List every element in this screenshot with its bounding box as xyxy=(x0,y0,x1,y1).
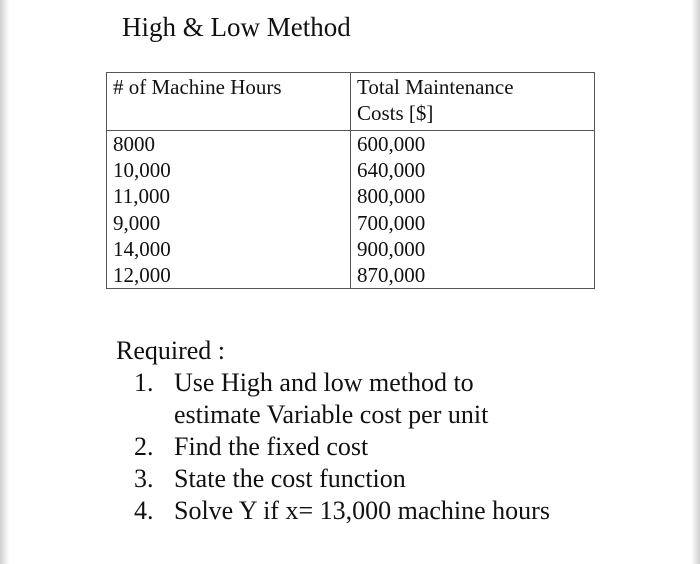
header-total-maintenance-costs xyxy=(351,73,595,131)
table-header-row xyxy=(107,73,595,131)
cell-costs: 600,000 xyxy=(351,131,595,158)
table-row xyxy=(107,262,595,289)
cell-costs: 800,000 xyxy=(351,183,595,209)
header-costs-line1: Total Maintenance xyxy=(357,75,514,99)
data-table xyxy=(106,72,595,289)
cell-costs: 870,000 xyxy=(351,262,595,289)
list-item-text-continued: estimate Variable cost per unit xyxy=(174,400,489,429)
page-title: High & Low Method xyxy=(122,12,351,42)
cell-hours: 10,000 xyxy=(107,157,351,183)
table-row xyxy=(107,183,595,209)
list-item-text: State the cost function xyxy=(174,464,406,493)
cell-costs: 700,000 xyxy=(351,210,595,236)
list-item-number: 4. xyxy=(134,496,154,525)
list-item-number: 3. xyxy=(134,464,154,493)
list-item xyxy=(116,495,550,527)
cell-hours: 8000 xyxy=(107,131,351,158)
required-section xyxy=(116,335,550,527)
cell-hours: 9,000 xyxy=(107,210,351,236)
cell-costs: 900,000 xyxy=(351,236,595,262)
header-machine-hours-label: # of Machine Hours xyxy=(113,75,282,99)
required-list xyxy=(116,367,550,527)
table-row xyxy=(107,210,595,236)
cell-hours: 11,000 xyxy=(107,183,351,209)
page-edge-right xyxy=(691,0,700,564)
list-item xyxy=(116,431,550,463)
required-heading: Required : xyxy=(116,336,226,365)
cell-hours: 12,000 xyxy=(107,262,351,289)
cell-hours: 14,000 xyxy=(107,236,351,262)
page-edge-left xyxy=(0,0,9,564)
table-row xyxy=(107,236,595,262)
cell-costs: 640,000 xyxy=(351,157,595,183)
list-item-number: 2. xyxy=(134,432,154,461)
list-item xyxy=(116,463,550,495)
list-item-number: 1. xyxy=(134,368,154,397)
list-item-text: Solve Y if x= 13,000 machine hours xyxy=(174,496,550,525)
header-machine-hours xyxy=(107,73,351,131)
list-item xyxy=(116,367,550,431)
table-row xyxy=(107,157,595,183)
list-item-text: Find the fixed cost xyxy=(174,432,369,461)
header-costs-line2: Costs [$] xyxy=(357,101,434,125)
table-row xyxy=(107,131,595,158)
list-item-text: Use High and low method to xyxy=(174,368,474,397)
